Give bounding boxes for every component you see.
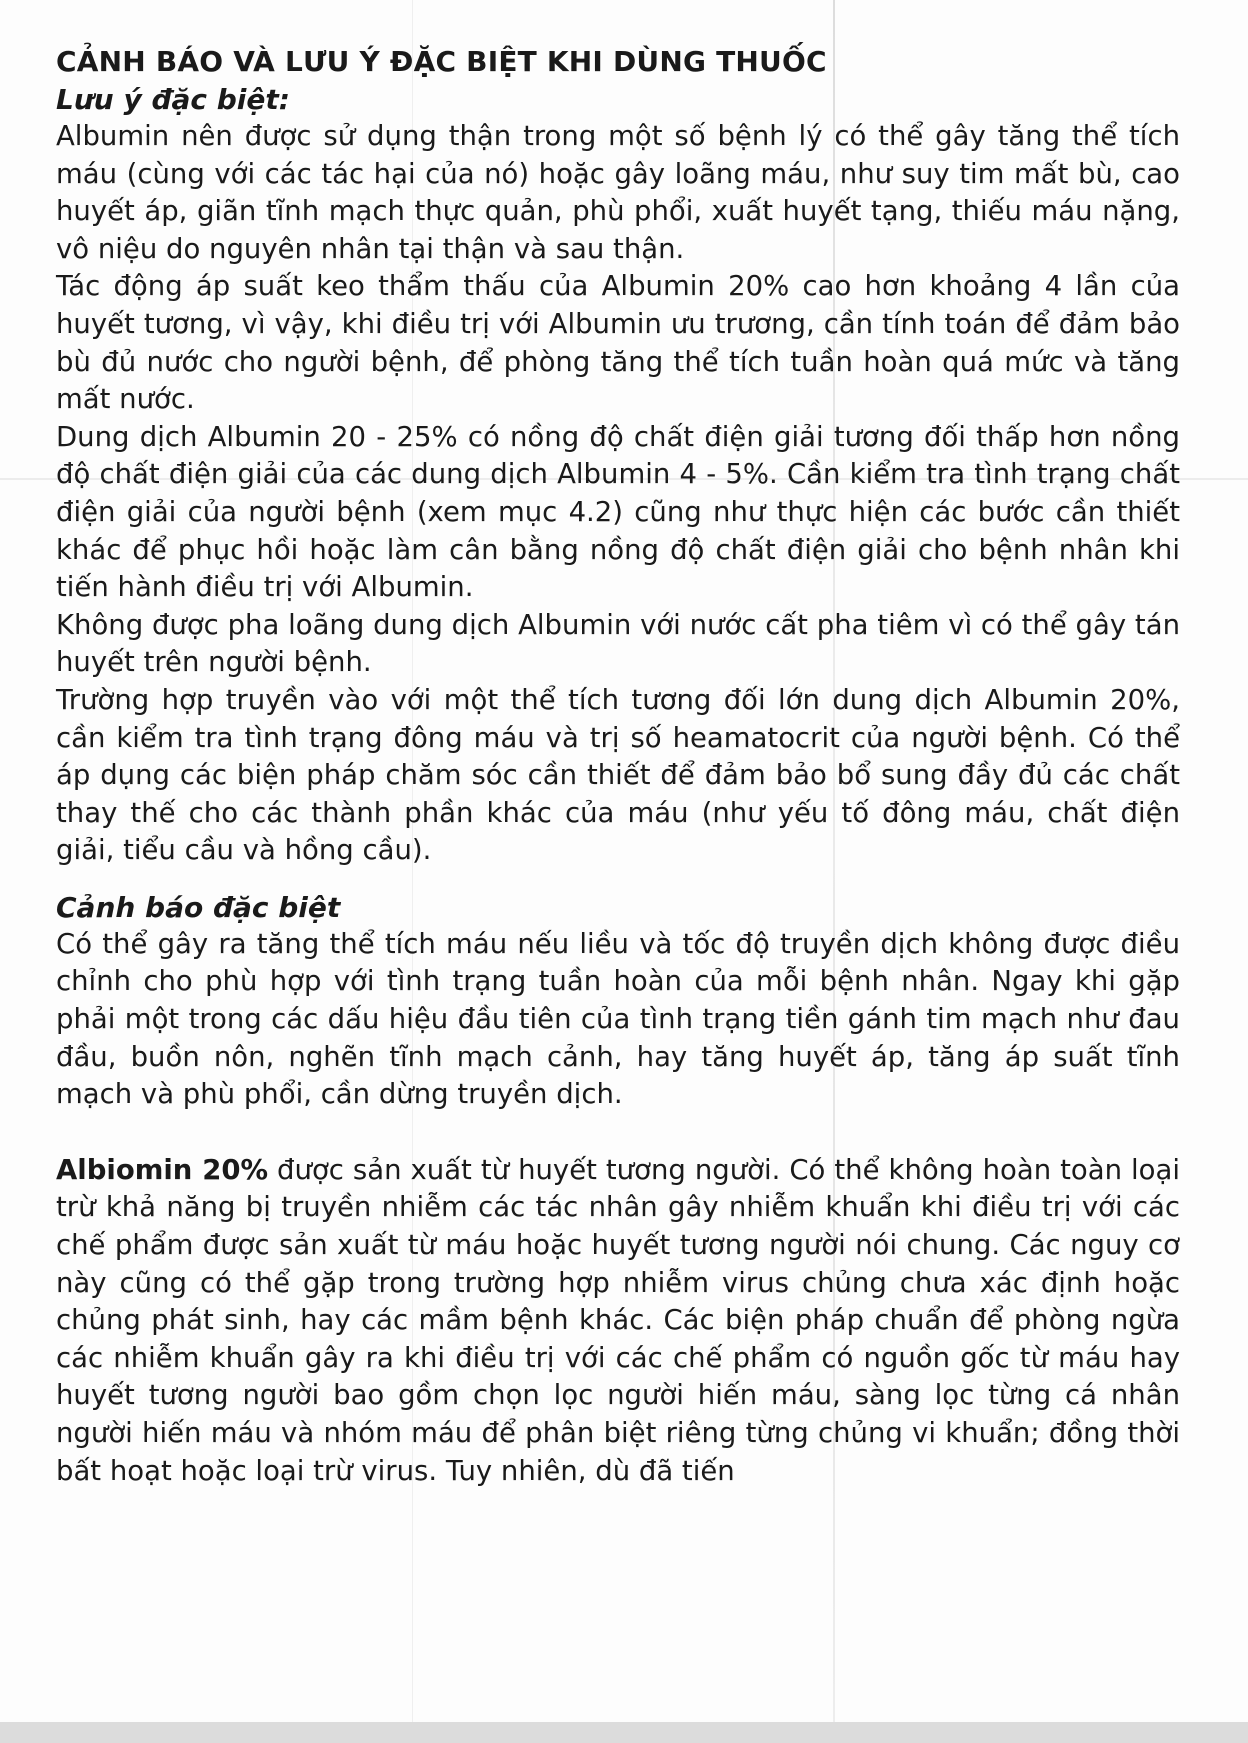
notes-paragraph: Trường hợp truyền vào với một thể tích tương đối lớn dung dịch Albumin 20%, cần kiểm tra tình trạng đông máu và trị số heamatocrit của người bệnh. Có thể áp dụng các biện pháp chăm sóc cần thiết để đảm bảo bổ sung đầy đủ các chất thay thế cho các thành phần khác của máu (như yếu tố đông máu, chất điện giải, tiểu cầu và hồng cầu). <box>56 683 1180 867</box>
origin-text: được sản xuất từ huyết tương người. Có thể không hoàn toàn loại trừ khả năng bị truyền nhiễm các tác nhân gây nhiễm khuẩn khi điều trị với các chế phẩm được sản xuất từ máu hoặc huyết tương người nói chung. Các nguy cơ này cũng có thể gặp trong trường hợp nhiễm virus chủng chưa xác định hoặc chủng phát sinh, hay các mầm bệnh khác. Các biện pháp chuẩn để phòng ngừa các nhiễm khuẩn gây ra khi điều trị với các chế phẩm có nguồn gốc từ máu hay huyết tương người bao gồm chọn lọc người hiến máu, sàng lọc từng cá nhân người hiến máu và nhóm máu để phân biệt riêng từng chủng vi khuẩn; đồng thời bất hoạt hoặc loại trừ virus. Tuy nhiên, dù đã tiến <box>56 1153 1180 1487</box>
document-body <box>56 42 1180 1490</box>
notes-paragraph: Tác động áp suất keo thẩm thấu của Albumin 20% cao hơn khoảng 4 lần của huyết tương, vì vậy, khi điều trị với Albumin ưu trương, cần tính toán để đảm bảo bù đủ nước cho người bệnh, để phòng tăng thể tích tuần hoàn quá mức và tăng mất nước. <box>56 270 1180 416</box>
scan-bottom-edge <box>0 1722 1248 1743</box>
notes-paragraph: Dung dịch Albumin 20 - 25% có nồng độ chất điện giải tương đối thấp hơn nồng độ chất điện giải của các dung dịch Albumin 4 - 5%. Cần kiểm tra tình trạng chất điện giải của người bệnh (xem mục 4.2) cũng như thực hiện các bước cần thiết khác để phục hồi hoặc làm cân bằng nồng độ chất điện giải cho bệnh nhân khi tiến hành điều trị với Albumin. <box>56 420 1180 604</box>
section-spacer <box>56 1114 1180 1152</box>
notes-heading: Lưu ý đặc biệt: <box>56 83 290 116</box>
warnings-paragraph: Có thể gây ra tăng thể tích máu nếu liều và tốc độ truyền dịch không được điều chỉnh cho phù hợp với tình trạng tuần hoàn của mỗi bệnh nhân. Ngay khi gặp phải một trong các dấu hiệu đầu tiên của tình trạng tiền gánh tim mạch như đau đầu, buồn nôn, nghẽn tĩnh mạch cảnh, hay tăng huyết áp, tăng áp suất tĩnh mạch và phù phổi, cần dừng truyền dịch. <box>56 927 1180 1111</box>
notes-paragraph: Albumin nên được sử dụng thận trong một số bệnh lý có thể gây tăng thể tích máu (cùng với các tác hại của nó) hoặc gây loãng máu, như suy tim mất bù, cao huyết áp, giãn tĩnh mạch thực quản, phù phổi, xuất huyết tạng, thiếu máu nặng, vô niệu do nguyên nhân tại thận và sau thận. <box>56 120 1180 265</box>
warnings-heading: Cảnh báo đặc biệt <box>56 890 341 924</box>
section-spacer <box>56 870 1180 890</box>
origin-paragraph <box>56 1152 1180 1490</box>
product-name: Albiomin 20% <box>56 1153 269 1186</box>
document-title: CẢNH BÁO VÀ LƯU Ý ĐẶC BIỆT KHI DÙNG THUỐC <box>56 45 827 78</box>
notes-paragraph: Không được pha loãng dung dịch Albumin với nước cất pha tiêm vì có thể gây tán huyết trên người bệnh. <box>56 608 1180 679</box>
